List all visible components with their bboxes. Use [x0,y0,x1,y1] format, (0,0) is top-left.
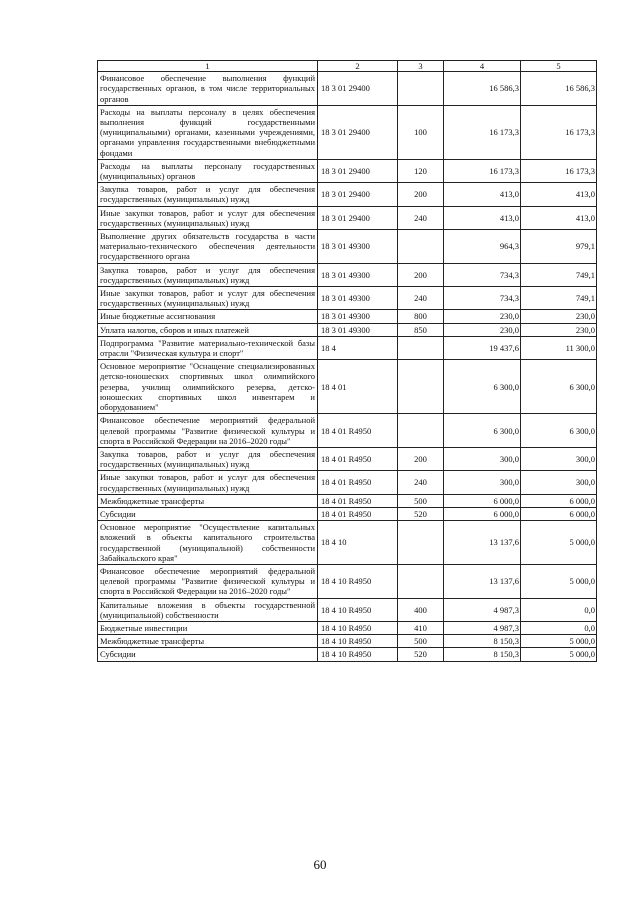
table-row [98,105,597,159]
row-name: Закупка товаров, работ и услуг для обеспечения государственных (муниципальных) нужд [98,263,318,286]
row-amount-1: 734,3 [444,287,521,310]
table-row [98,72,597,106]
row-name: Межбюджетные трансферты [98,635,318,648]
row-amount-1: 964,3 [444,230,521,264]
row-amount-2: 16 173,3 [521,159,597,182]
row-name: Бюджетные инвестиции [98,621,318,634]
row-amount-1: 19 437,6 [444,336,521,359]
row-name: Финансовое обеспечение выполнения функций государственных органов, в том числе территориальных органов [98,72,318,106]
row-code: 18 4 10 R4950 [318,635,398,648]
row-name: Межбюджетные трансферты [98,494,318,507]
row-amount-2: 6 300,0 [521,360,597,414]
row-amount-2: 749,1 [521,287,597,310]
table-body [98,72,597,661]
row-code: 18 3 01 29400 [318,159,398,182]
table-row [98,564,597,598]
row-amount-2: 5 000,0 [521,564,597,598]
row-amount-2: 6 300,0 [521,414,597,448]
table-row [98,507,597,520]
page-number: 60 [313,857,327,872]
row-amount-1: 8 150,3 [444,635,521,648]
document-page [97,60,596,662]
row-amount-1: 4 987,3 [444,598,521,621]
row-name: Капитальные вложения в объекты государственной (муниципальной) собственности [98,598,318,621]
budget-table [97,60,597,662]
row-amount-2: 979,1 [521,230,597,264]
row-name: Закупка товаров, работ и услуг для обеспечения государственных (муниципальных) нужд [98,447,318,470]
row-expense-type: 120 [398,159,444,182]
row-name: Иные закупки товаров, работ и услуг для обеспечения государственных (муниципальных) нужд [98,471,318,494]
row-code: 18 4 01 R4950 [318,471,398,494]
row-name: Иные закупки товаров, работ и услуг для обеспечения государственных (муниципальных) нужд [98,206,318,229]
row-amount-2: 16 173,3 [521,105,597,159]
row-code: 18 4 01 [318,360,398,414]
row-name: Основное мероприятие "Осуществление капитальных вложений в объекты капитального строительства государственной (муниципальной) собственности Забайкальского края" [98,521,318,565]
row-amount-2: 5 000,0 [521,635,597,648]
row-code: 18 3 01 29400 [318,72,398,106]
row-amount-1: 16 173,3 [444,159,521,182]
row-amount-1: 13 137,6 [444,564,521,598]
row-code: 18 4 01 R4950 [318,494,398,507]
row-expense-type [398,414,444,448]
row-amount-2: 300,0 [521,447,597,470]
row-expense-type [398,72,444,106]
row-expense-type: 500 [398,494,444,507]
row-expense-type: 400 [398,598,444,621]
row-name: Расходы на выплаты персоналу государственных (муниципальных) органов [98,159,318,182]
row-expense-type: 850 [398,323,444,336]
row-amount-2: 16 586,3 [521,72,597,106]
row-name: Финансовое обеспечение мероприятий федеральной целевой программы "Развитие физической культуры и спорта в Российской Федерации на 2016–2020 годы" [98,564,318,598]
row-amount-1: 16 586,3 [444,72,521,106]
row-amount-1: 734,3 [444,263,521,286]
column-number-row [98,61,597,72]
row-amount-2: 0,0 [521,598,597,621]
row-name: Подпрограмма "Развитие материально-технической базы отрасли "Физическая культура и спорт" [98,336,318,359]
table-row [98,159,597,182]
row-amount-2: 5 000,0 [521,521,597,565]
row-amount-2: 11 300,0 [521,336,597,359]
table-row [98,206,597,229]
row-code: 18 3 01 29400 [318,105,398,159]
table-row [98,621,597,634]
row-amount-2: 413,0 [521,206,597,229]
row-expense-type: 800 [398,310,444,323]
row-amount-1: 230,0 [444,323,521,336]
row-name: Выполнение других обязательств государства в части материально-технического обеспечения деятельности государственного органа [98,230,318,264]
row-amount-1: 300,0 [444,471,521,494]
row-amount-2: 230,0 [521,310,597,323]
table-row [98,598,597,621]
row-amount-1: 300,0 [444,447,521,470]
row-amount-1: 6 300,0 [444,360,521,414]
row-name: Иные закупки товаров, работ и услуг для обеспечения государственных (муниципальных) нужд [98,287,318,310]
row-amount-1: 413,0 [444,206,521,229]
table-row [98,360,597,414]
row-name: Расходы на выплаты персоналу в целях обеспечения выполнения функций государственными (муниципальными) органами, казенными учреждениями, органами управления государственными внебюджетными фондами [98,105,318,159]
row-expense-type [398,336,444,359]
row-code: 18 3 01 49300 [318,323,398,336]
row-expense-type: 520 [398,507,444,520]
row-name: Субсидии [98,507,318,520]
row-expense-type: 100 [398,105,444,159]
row-name: Уплата налогов, сборов и иных платежей [98,323,318,336]
row-expense-type [398,521,444,565]
row-amount-1: 8 150,3 [444,648,521,661]
row-code: 18 4 10 R4950 [318,564,398,598]
row-name: Субсидии [98,648,318,661]
table-row [98,183,597,206]
row-code: 18 3 01 49300 [318,310,398,323]
row-amount-1: 4 987,3 [444,621,521,634]
row-name: Закупка товаров, работ и услуг для обеспечения государственных (муниципальных) нужд [98,183,318,206]
row-amount-1: 6 000,0 [444,494,521,507]
row-amount-2: 413,0 [521,183,597,206]
table-row [98,323,597,336]
row-amount-2: 300,0 [521,471,597,494]
row-code: 18 4 [318,336,398,359]
table-row [98,263,597,286]
column-header-4: 4 [444,61,521,72]
table-row [98,230,597,264]
row-name: Иные бюджетные ассигнования [98,310,318,323]
row-amount-1: 6 300,0 [444,414,521,448]
row-code: 18 3 01 49300 [318,287,398,310]
table-row [98,336,597,359]
row-code: 18 3 01 49300 [318,230,398,264]
column-header-5: 5 [521,61,597,72]
row-code: 18 3 01 29400 [318,183,398,206]
row-name: Финансовое обеспечение мероприятий федеральной целевой программы "Развитие физической культуры и спорта в Российской Федерации на 2016–2020 годы" [98,414,318,448]
row-amount-1: 6 000,0 [444,507,521,520]
row-amount-2: 5 000,0 [521,648,597,661]
table-row [98,471,597,494]
row-expense-type [398,564,444,598]
row-amount-2: 6 000,0 [521,494,597,507]
row-code: 18 4 10 R4950 [318,648,398,661]
row-expense-type [398,230,444,264]
row-expense-type: 240 [398,287,444,310]
row-expense-type: 410 [398,621,444,634]
row-amount-2: 6 000,0 [521,507,597,520]
row-expense-type: 200 [398,183,444,206]
row-amount-1: 13 137,6 [444,521,521,565]
row-expense-type: 520 [398,648,444,661]
table-row [98,635,597,648]
row-code: 18 4 10 R4950 [318,621,398,634]
table-row [98,494,597,507]
row-expense-type: 200 [398,447,444,470]
table-row [98,648,597,661]
row-code: 18 4 10 R4950 [318,598,398,621]
row-amount-2: 230,0 [521,323,597,336]
column-header-2: 2 [318,61,398,72]
table-row [98,414,597,448]
table-row [98,310,597,323]
row-expense-type: 500 [398,635,444,648]
table-row [98,287,597,310]
row-code: 18 4 01 R4950 [318,447,398,470]
table-row [98,447,597,470]
row-code: 18 4 10 [318,521,398,565]
row-name: Основное мероприятие "Оснащение специализированных детско-юношеских спортивных школ олимпийского резерва, училищ олимпийского резерва, детско-юношеских спортивных школ инвентарем и оборудованием" [98,360,318,414]
row-amount-1: 230,0 [444,310,521,323]
row-code: 18 3 01 49300 [318,263,398,286]
row-code: 18 4 01 R4950 [318,507,398,520]
table-row [98,521,597,565]
row-amount-2: 0,0 [521,621,597,634]
row-amount-2: 749,1 [521,263,597,286]
row-expense-type: 200 [398,263,444,286]
row-expense-type: 240 [398,471,444,494]
column-header-3: 3 [398,61,444,72]
row-code: 18 3 01 29400 [318,206,398,229]
row-code: 18 4 01 R4950 [318,414,398,448]
row-amount-1: 16 173,3 [444,105,521,159]
row-amount-1: 413,0 [444,183,521,206]
row-expense-type [398,360,444,414]
row-expense-type: 240 [398,206,444,229]
column-header-1: 1 [98,61,318,72]
